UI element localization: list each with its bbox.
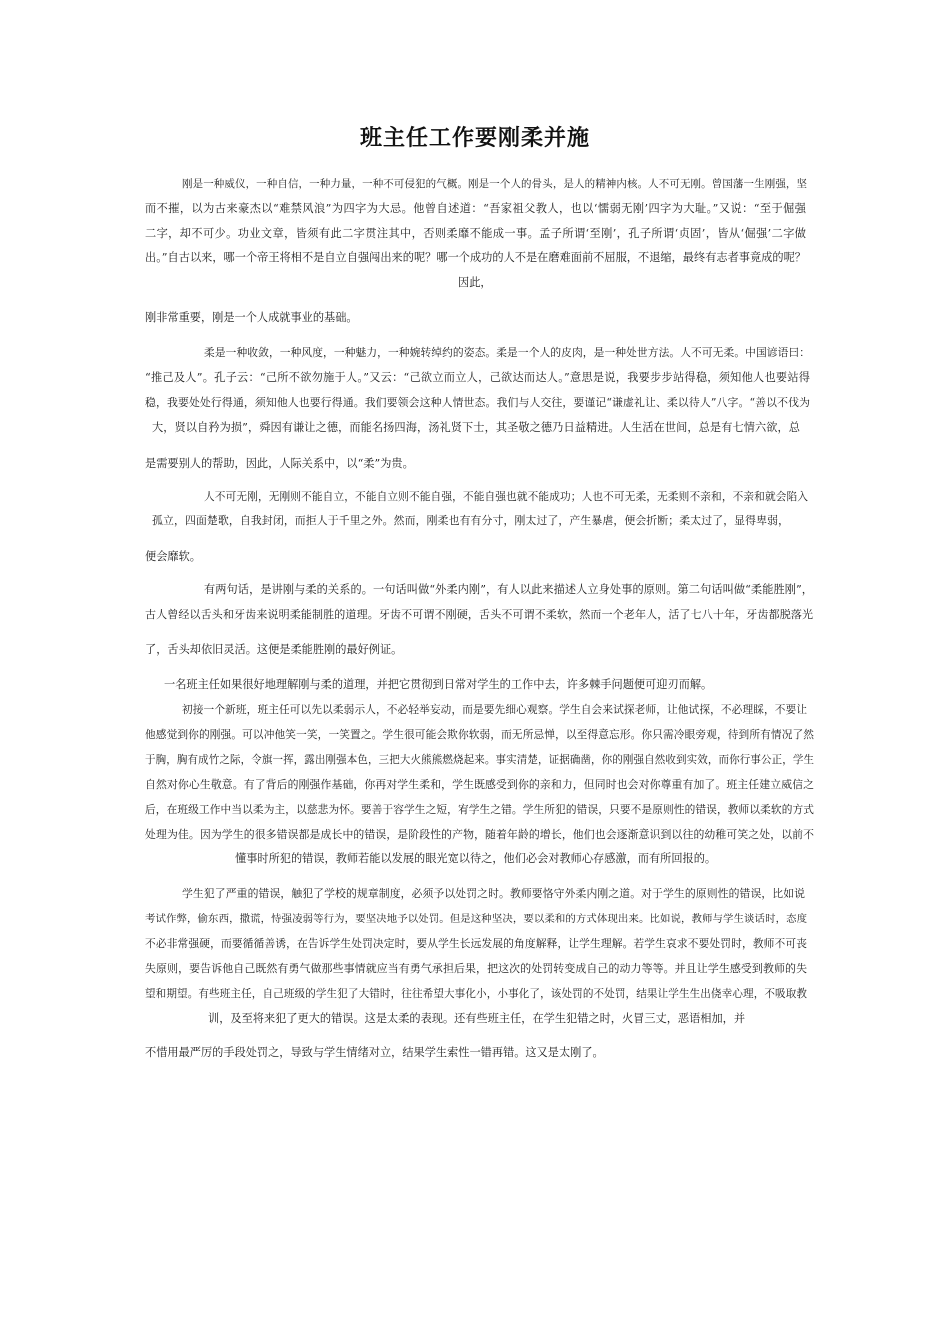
text-line: 二字，却不可少。功业文章，皆须有此二字贯注其中，否则柔靡不能成一事。孟子所谓‘至刚’，孔子所谓‘贞固’，皆从‘倔强’二字做 <box>145 227 806 240</box>
text-line: 于胸，胸有成竹之际，令旗一挥，露出刚强本色，三把大火熊熊燃烧起来。事实清楚，证据确凿，你的刚强自然收到实效，而你行事公正，学生 <box>145 754 814 766</box>
text-line: 古人曾经以舌头和牙齿来说明柔能制胜的道理。牙齿不可谓不刚硬，舌头不可谓不柔软，然而一个老年人，活了七八十年，牙齿都脱落光 <box>145 608 813 621</box>
text-line: 不必非常强硬，而要循循善诱，在告诉学生处罚决定时，要从学生长远发展的角度解释，让学生理解。若学生哀求不要处罚时，教师不可丧 <box>145 937 807 950</box>
text-line: 他感觉到你的刚强。可以冲他笑一笑，一笑置之。学生很可能会欺你软弱，而无所忌惮，以至得意忘形。你只需冷眼旁观，待到所有情况了然 <box>145 728 814 741</box>
text-line: “推己及人”。孔子云：“己所不欲勿施于人。”又云：“己欲立而立人，己欲达而达人。”意思是说，我要步步站得稳，须知他人也要站得 <box>145 371 810 384</box>
text-line: 不惜用最严厉的手段处罚之，导致与学生情绪对立，结果学生索性一错再错。这又是太刚了。 <box>145 1046 604 1059</box>
text-line: 有两句话，是讲刚与柔的关系的。一句话叫做“外柔内刚”，有人以此来描述人立身处事的原则。第二句话叫做“柔能胜刚”， <box>204 583 813 596</box>
text-line: 大，贤以自矜为损”，舜因有谦让之德，而能名扬四海，汤礼贤下士，其圣敬之德乃日益精进。人生活在世间，总是有七情六欲，总 <box>152 421 800 434</box>
text-line: 训，及至将来犯了更大的错误。这是太柔的表现。还有些班主任，在学生犯错之时，火冒三丈，恶语相加，并 <box>208 1012 746 1025</box>
text-line: 学生犯了严重的错误，触犯了学校的规章制度，必须予以处罚之时。教师要恪守外柔内刚之道。对于学生的原则性的错误，比如说 <box>182 887 805 900</box>
text-line: 孤立，四面楚歌，自我封闭，而拒人于千里之外。然而，刚柔也有有分寸，刚太过了，产生暴虐，便会折断；柔太过了，显得卑弱， <box>152 514 789 527</box>
text-line: 柔是一种收敛，一种风度，一种魅力，一种婉转绰约的姿态。柔是一个人的皮肉，是一种处世方法。人不可无柔。中国谚语曰： <box>204 346 810 359</box>
text-line: 刚非常重要，刚是一个人成就事业的基础。 <box>145 311 358 324</box>
text-line: 失原则，要告诉他自己既然有勇气做那些事情就应当有勇气承担后果，把这次的处罚转变成自己的动力等等。并且让学生感受到教师的失 <box>145 962 807 975</box>
text-line: 望和期望。有些班主任，自己班级的学生犯了大错时，往往希望大事化小，小事化了，该处罚的不处罚，结果让学生生出侥幸心理，不吸取教 <box>145 988 807 1000</box>
text-line: 出。”自古以来，哪一个帝王将相不是自立自强闯出来的呢？哪一个成功的人不是在磨难面前不屈服，不退缩，最终有志者事竟成的呢？ <box>145 251 806 264</box>
text-line: 刚是一种威仪，一种自信，一种力量，一种不可侵犯的气概。刚是一个人的骨头，是人的精神内核。人不可无刚。曾国藩一生刚强，坚 <box>182 178 807 190</box>
text-line: 是需要别人的帮助，因此，人际关系中，以“柔”为贵。 <box>145 457 414 470</box>
text-line: 而不摧，以为古来豪杰以“难禁风浪”为四字为大忌。他曾自述道：“吾家祖父教人，也以‘懦弱无刚’四字为大耻。”又说：“至于倔强 <box>145 202 806 215</box>
text-line: 处理为佳。因为学生的很多错误都是成长中的错误，是阶段性的产物，随着年龄的增长，他们也会逐渐意识到以往的幼稚可笑之处，以前不 <box>145 828 814 841</box>
text-line: 一名班主任如果很好地理解刚与柔的道理，并把它贯彻到日常对学生的工作中去，许多棘手问题便可迎刃而解。 <box>164 678 713 691</box>
document-title: 班主任工作要刚柔并施 <box>359 125 590 151</box>
text-line: 了，舌头却依旧灵活。这便是柔能胜刚的最好例证。 <box>145 643 403 656</box>
text-line: 初接一个新班，班主任可以先以柔弱示人，不必轻举妄动，而是要先细心观察。学生自会来试探老师，让他试探，不必理睬，不要让 <box>182 703 807 716</box>
text-line: 考试作弊，偷东西，撒谎，恃强凌弱等行为，要坚决地予以处罚。但是这种坚决，要以柔和的方式体现出来。比如说，教师与学生谈话时，态度 <box>145 913 807 925</box>
text-line: 懂事时所犯的错误，教师若能以发展的眼光宽以待之，他们必会对教师心存感激，而有所回报的。 <box>235 852 717 865</box>
text-line: 因此， <box>458 276 492 289</box>
text-line: 人不可无刚，无刚则不能自立，不能自立则不能自强，不能自强也就不能成功；人也不可无柔，无柔则不亲和，不亲和就会陷入 <box>204 490 808 503</box>
text-line: 稳，我要处处行得通，须知他人也要行得通。我们要领会这种人情世态。我们与人交往，要谨记“谦虚礼让、柔以待人”八字。“善以不伐为 <box>145 396 810 409</box>
text-line: 便会靡软。 <box>145 550 201 563</box>
text-line: 后，在班级工作中当以柔为主，以慈悲为怀。要善于容学生之短，宥学生之错。学生所犯的错误，只要不是原则性的错误，教师以柔软的方式 <box>145 803 814 816</box>
text-line: 自然对你心生敬意。有了背后的刚强作基础，你再对学生柔和，学生既感受到你的亲和力，但同时也会对你尊重有加了。班主任建立威信之 <box>145 778 814 791</box>
